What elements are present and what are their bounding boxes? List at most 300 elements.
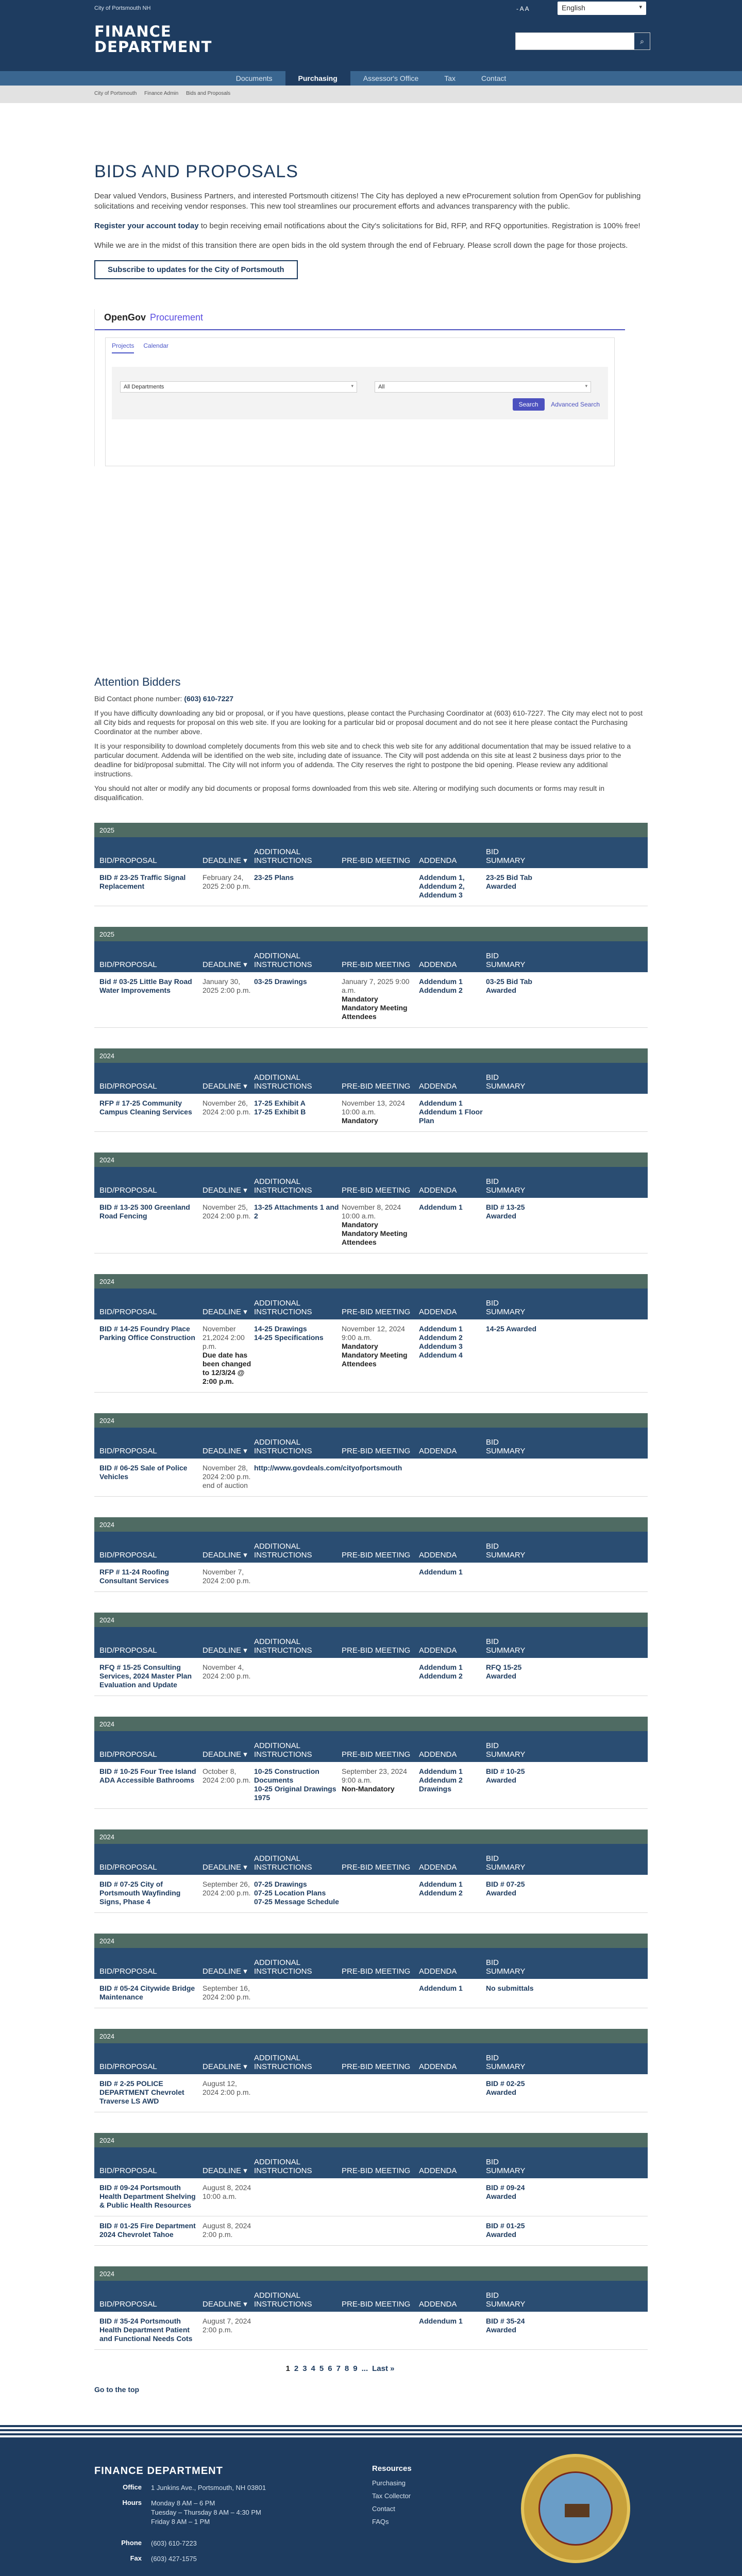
instruction-link[interactable]: 10-25 Original Drawings 1975 (254, 1785, 336, 1802)
bid-title-cell (99, 2222, 203, 2239)
nav-item[interactable]: Purchasing (285, 71, 350, 86)
year-bar: 2025 (94, 823, 648, 837)
nav-item[interactable]: Assessor's Office (363, 74, 419, 82)
bid-table (94, 823, 648, 906)
instructions-cell (254, 1568, 342, 1585)
bid-title-link[interactable]: BID # 23-25 Traffic Signal Replacement (99, 873, 186, 890)
column-header: ADDENDA (419, 1967, 457, 1976)
instruction-link[interactable]: 23-25 Plans (254, 873, 294, 882)
summary-link[interactable]: BID # 02-25 Awarded (486, 2079, 525, 2096)
chevron-down-icon: ▾ (241, 2062, 247, 2071)
search-icon[interactable]: ⌕ (634, 33, 650, 49)
language-select[interactable] (558, 2, 646, 15)
column-header[interactable]: DEADLINE ▾ (203, 2300, 247, 2309)
search-input[interactable] (515, 32, 650, 50)
column-header: BID/PROPOSAL (99, 1447, 157, 1455)
column-header: ADDENDA (419, 960, 457, 969)
year-bar: 2025 (94, 927, 648, 941)
column-header: ADDENDA (419, 1308, 457, 1316)
prebid-cell (342, 2317, 419, 2343)
table-row (94, 1198, 648, 1253)
divider (95, 329, 625, 330)
footer-fax: (603) 427-1575 (151, 2555, 197, 2563)
instructions-cell (254, 1464, 402, 1490)
year-bar: 2024 (94, 1048, 648, 1063)
year-bar: 2024 (94, 2029, 648, 2043)
instruction-link[interactable]: 07-25 Location Plans (254, 1889, 326, 1897)
page-link[interactable]: 7 (336, 2364, 341, 2373)
tab-calendar[interactable]: Calendar (143, 342, 169, 349)
deadline-cell (203, 1767, 254, 1802)
instruction-link[interactable]: 17-25 Exhibit A (254, 1099, 306, 1107)
footer-label: Office (123, 2483, 142, 2491)
tab-projects[interactable]: Projects (112, 342, 134, 353)
addendum-link[interactable]: Addendum 1 (419, 1099, 463, 1107)
instruction-link[interactable]: 03-25 Drawings (254, 977, 307, 986)
bid-title-link[interactable]: BID # 05-24 Citywide Bridge Maintenance (99, 1984, 195, 2001)
addenda-cell (419, 2317, 486, 2343)
bid-title-link[interactable]: BID # 10-25 Four Tree Island ADA Accessible Bathrooms (99, 1767, 196, 1784)
deadline-cell (203, 1464, 254, 1490)
deadline-text: February 24, 2025 2:00 p.m. (203, 873, 251, 890)
prebid-date: November 13, 2024 10:00 a.m. (342, 1099, 405, 1116)
deadline-cell (203, 1325, 254, 1386)
column-header[interactable]: DEADLINE ▾ (203, 1967, 247, 1976)
bid-title-cell (99, 977, 203, 1021)
summary-link[interactable]: RFQ 15-25 Awarded (486, 1663, 522, 1680)
table-row (94, 972, 648, 1028)
summary-link[interactable]: BID # 13-25 Awarded (486, 1203, 525, 1220)
summary-cell (486, 1099, 537, 1125)
bid-title-link[interactable]: BID # 09-24 Portsmouth Health Department Shelving & Public Health Resources (99, 2183, 196, 2209)
bid-title-cell (99, 2183, 203, 2210)
prebid-note: Mandatory (342, 1342, 378, 1350)
contact-phone[interactable]: (603) 610-7227 (184, 694, 234, 703)
column-header: BID SUMMARY (486, 1854, 526, 1872)
contact-line (94, 694, 648, 703)
deadline-text: November 28, 2024 2:00 p.m. end of auction (203, 1464, 251, 1489)
filter-box (112, 367, 608, 419)
column-header: ADDITIONAL INSTRUCTIONS (254, 1073, 312, 1091)
summary-link[interactable]: BID # 35-24 Awarded (486, 2317, 525, 2334)
addendum-link[interactable]: Addendum 1 (419, 1568, 463, 1576)
addendum-link[interactable]: Addendum 1 (419, 977, 463, 986)
bid-title-link[interactable]: BID # 13-25 300 Greenland Road Fencing (99, 1203, 190, 1220)
column-header[interactable]: DEADLINE ▾ (203, 1186, 247, 1195)
column-header[interactable]: DEADLINE ▾ (203, 1308, 247, 1316)
bid-table (94, 1934, 648, 2008)
column-header[interactable]: DEADLINE ▾ (203, 1863, 247, 1872)
instructions-cell (254, 2222, 342, 2239)
summary-link[interactable]: No submittals (486, 1984, 534, 1992)
column-header: ADDENDA (419, 1447, 457, 1455)
resource-link[interactable]: Purchasing (372, 2479, 406, 2487)
footer-hours: Tuesday – Thursday 8 AM – 4:30 PM (151, 2509, 261, 2516)
column-header: ADDENDA (419, 1082, 457, 1091)
page-link[interactable]: 2 (294, 2364, 299, 2373)
bid-title-cell (99, 1325, 203, 1386)
deadline-cell (203, 977, 254, 1021)
deadline-text: September 26, 2024 2:00 p.m. (203, 1880, 251, 1897)
column-header: BID SUMMARY (486, 1637, 526, 1655)
bid-title-cell (99, 1099, 203, 1125)
column-header: ADDITIONAL INSTRUCTIONS (254, 1542, 312, 1560)
column-header: PRE-BID MEETING (342, 1863, 411, 1872)
department-value: All Departments (124, 384, 164, 390)
logo-line2: DEPARTMENT (94, 38, 212, 56)
instructions-cell (254, 1099, 342, 1125)
table-header (94, 837, 648, 868)
seal-ship (565, 2504, 589, 2517)
footer-address: 1 Junkins Ave., Portsmouth, NH 03801 (151, 2484, 266, 2492)
bid-table (94, 1829, 648, 1913)
bid-title-cell (99, 873, 203, 900)
deadline-cell (203, 2317, 254, 2343)
year-bar: 2024 (94, 1829, 648, 1844)
prebid-cell (342, 1880, 419, 1906)
prebid-note: Mandatory (342, 1116, 378, 1125)
column-header: BID/PROPOSAL (99, 1646, 157, 1655)
footer-phone[interactable]: (603) 610-7223 (151, 2539, 197, 2547)
bid-title-link[interactable]: Bid # 03-25 Little Bay Road Water Improvements (99, 977, 192, 994)
summary-cell (486, 1325, 537, 1386)
page-link[interactable]: 6 (328, 2364, 332, 2373)
addendum-link[interactable]: Addendum 1 Floor Plan (419, 1108, 483, 1125)
intro-paragraph (94, 221, 648, 231)
column-header: BID SUMMARY (486, 1542, 526, 1560)
bid-title-cell (99, 1568, 203, 1585)
chevron-down-icon: ▾ (241, 1308, 247, 1316)
status-select[interactable] (375, 381, 591, 393)
subscribe-button[interactable]: Subscribe to updates for the City of Portsmouth (94, 260, 298, 279)
instruction-link[interactable]: 14-25 Specifications (254, 1333, 324, 1342)
addendum-link[interactable]: Addendum 1 (419, 2317, 463, 2325)
prebid-cell (342, 1099, 419, 1125)
deadline-cell (203, 2183, 254, 2210)
addendum-link[interactable]: Addendum 1 (419, 1984, 463, 1992)
summary-link[interactable]: BID # 10-25 Awarded (486, 1767, 525, 1784)
deadline-text: November 21,2024 2:00 p.m. (203, 1325, 245, 1350)
addendum-link[interactable]: Addendum 1 (419, 1325, 463, 1333)
instructions-cell (254, 2317, 342, 2343)
bid-title-cell (99, 1464, 203, 1490)
chevron-down-icon: ▾ (585, 383, 588, 388)
site-header (0, 0, 742, 71)
breadcrumb-item: Bids and Proposals (185, 91, 231, 96)
column-header: ADDENDA (419, 1646, 457, 1655)
summary-cell (486, 1880, 537, 1906)
summary-link[interactable]: 14-25 Awarded (486, 1325, 537, 1333)
instructions-cell (254, 1203, 342, 1247)
chevron-down-icon: ▾ (241, 1646, 247, 1655)
bid-title-cell (99, 2317, 203, 2343)
addenda-cell (419, 873, 486, 900)
column-header: PRE-BID MEETING (342, 960, 411, 969)
addendum-link[interactable]: Addendum 4 (419, 1351, 463, 1359)
summary-cell (486, 873, 537, 900)
instructions-cell (254, 977, 342, 1021)
page-link[interactable]: 8 (344, 2364, 349, 2373)
deadline-text: October 8, 2024 2:00 p.m. (203, 1767, 251, 1784)
bid-title-link[interactable]: BID # 2-25 POLICE DEPARTMENT Chevrolet Traverse LS AWD (99, 2079, 184, 2105)
chevron-down-icon: ▾ (241, 960, 247, 969)
register-link[interactable]: Register your account today (94, 222, 199, 230)
attention-section (94, 675, 648, 802)
year-bar: 2024 (94, 1413, 648, 1428)
column-header: PRE-BID MEETING (342, 1967, 411, 1976)
pagination (94, 2364, 648, 2373)
prebid-note[interactable]: Mandatory Meeting Attendees (342, 1351, 408, 1368)
resource-link[interactable]: FAQs (372, 2518, 389, 2526)
logo-line1: FINANCE (94, 23, 172, 40)
table-row (94, 2178, 648, 2216)
instructions-cell (254, 873, 342, 900)
last-page-link[interactable]: Last » (372, 2364, 395, 2373)
column-header: ADDITIONAL INSTRUCTIONS (254, 1299, 312, 1316)
page-link[interactable]: 5 (319, 2364, 324, 2373)
nav-item[interactable]: Contact (481, 74, 507, 82)
instruction-link[interactable]: 13-25 Attachments 1 and 2 (254, 1203, 339, 1220)
deadline-text: August 8, 2024 10:00 a.m. (203, 2183, 251, 2200)
summary-link[interactable]: 23-25 Bid Tab Awarded (486, 873, 532, 890)
seal-inner (538, 2471, 613, 2546)
deadline-cell (203, 1984, 254, 2002)
addenda-cell (419, 1880, 486, 1906)
column-header[interactable]: DEADLINE ▾ (203, 960, 247, 969)
bid-title-cell (99, 1663, 203, 1689)
summary-link[interactable]: BID # 07-25 Awarded (486, 1880, 525, 1897)
addenda-cell (419, 1464, 486, 1490)
addendum-link[interactable]: Addendum 2 Drawings (419, 1776, 463, 1793)
column-header: BID SUMMARY (486, 1741, 526, 1759)
chevron-down-icon: ▾ (351, 383, 353, 388)
column-header[interactable]: DEADLINE ▾ (203, 1750, 247, 1759)
deadline-text: September 16, 2024 2:00 p.m. (203, 1984, 251, 2001)
table-row (94, 1658, 648, 1696)
go-to-top-link[interactable]: Go to the top (94, 2385, 140, 2394)
chevron-down-icon: ▾ (241, 1082, 247, 1091)
city-seal-image (521, 2454, 630, 2563)
prebid-cell (342, 1325, 419, 1386)
year-bar: 2024 (94, 1613, 648, 1627)
column-header: BID SUMMARY (486, 1438, 526, 1455)
column-header[interactable]: DEADLINE ▾ (203, 1082, 247, 1091)
notice-paragraph: It is your responsibility to download completely documents from this web site and to check this web site for any additional documentation that may be issued relative to a particular document. Addenda will be identified on the web site, including date of issuance. The City will post addenda on this site at least 2 business days prior to the deadline for bid/proposal submittal. The City will not inform you of addenda. The City reserves the right to postpone the bid opening. Please review any additional instructions. (94, 742, 631, 778)
city-home-link[interactable]: City of Portsmouth NH (94, 5, 151, 11)
chevron-down-icon: ▾ (241, 1863, 247, 1872)
intro-paragraph: Dear valued Vendors, Business Partners, and interested Portsmouth citizens! The City has deployed a new eProcurement solution from OpenGov for publishing solicitations and receiving vendor responses. This new tool streamlines our procurement efforts and advances transparency with the public. (94, 192, 641, 211)
page-link[interactable]: 3 (302, 2364, 307, 2373)
prebid-cell (342, 1767, 419, 1802)
column-header: ADDENDA (419, 1863, 457, 1872)
column-header[interactable]: DEADLINE ▾ (203, 1646, 247, 1655)
prebid-note: Non-Mandatory (342, 1785, 395, 1793)
addendum-link[interactable]: Addendum 1, Addendum 2, Addendum 3 (419, 873, 465, 899)
page-link[interactable]: 1 (285, 2364, 290, 2373)
bid-title-link[interactable]: BID # 14-25 Foundry Place Parking Office Construction (99, 1325, 195, 1342)
font-size-control[interactable]: - A A (516, 5, 529, 12)
nav-item[interactable]: Documents (235, 74, 273, 82)
bid-title-cell (99, 2079, 203, 2106)
summary-link[interactable]: BID # 09-24 Awarded (486, 2183, 525, 2200)
deadline-text: November 26, 2024 2:00 p.m. (203, 1099, 251, 1116)
resource-link[interactable]: Contact (372, 2505, 395, 2513)
instruction-link[interactable]: 07-25 Message Schedule (254, 1897, 339, 1906)
instruction-link[interactable]: http://www.govdeals.com/cityofportsmouth (254, 1464, 402, 1472)
prebid-cell (342, 1464, 419, 1490)
contact-label: Bid Contact phone number: (94, 694, 184, 703)
bid-title-cell (99, 1767, 203, 1802)
summary-link[interactable]: 03-25 Bid Tab Awarded (486, 977, 532, 994)
addendum-link[interactable]: Addendum 1 (419, 1767, 463, 1775)
column-header[interactable]: DEADLINE ▾ (203, 1447, 247, 1455)
footer-label: Phone (121, 2539, 142, 2547)
page-link[interactable]: 9 (353, 2364, 358, 2373)
chevron-down-icon: ▾ (639, 4, 642, 10)
prebid-date: November 8, 2024 10:00 a.m. (342, 1203, 401, 1220)
table-row (94, 1094, 648, 1132)
nav-item[interactable]: Tax (444, 74, 456, 82)
deadline-note: Due date has been changed to 12/3/24 @ 2:00 p.m. (203, 1351, 251, 1385)
column-header: BID/PROPOSAL (99, 856, 157, 865)
column-header: BID SUMMARY (486, 2291, 526, 2309)
bid-title-link[interactable]: RFP # 11-24 Roofing Consultant Services (99, 1568, 170, 1585)
addenda-cell (419, 1767, 486, 1802)
instruction-link[interactable]: 14-25 Drawings (254, 1325, 307, 1333)
column-header[interactable]: DEADLINE ▾ (203, 856, 247, 865)
column-header: PRE-BID MEETING (342, 1551, 411, 1560)
addenda-cell (419, 1568, 486, 1585)
column-header: ADDITIONAL INSTRUCTIONS (254, 1438, 312, 1455)
table-header (94, 1844, 648, 1875)
addenda-cell (419, 1984, 486, 2002)
column-header: PRE-BID MEETING (342, 2062, 411, 2071)
breadcrumb-item[interactable]: City of Portsmouth (94, 91, 137, 96)
column-header[interactable]: DEADLINE ▾ (203, 1551, 247, 1560)
column-header: BID/PROPOSAL (99, 2166, 157, 2175)
bid-table (94, 1274, 648, 1393)
addendum-link[interactable]: Addendum 2 (419, 1672, 463, 1680)
addendum-link[interactable]: Addendum 1 (419, 1203, 463, 1211)
prebid-note[interactable]: Mandatory Meeting Attendees (342, 1004, 408, 1021)
bid-title-link[interactable]: RFQ # 15-25 Consulting Services, 2024 Master Plan Evaluation and Update (99, 1663, 192, 1689)
table-header (94, 2147, 648, 2178)
summary-cell (486, 2222, 537, 2239)
column-header: BID SUMMARY (486, 952, 526, 969)
prebid-note[interactable]: Mandatory Meeting Attendees (342, 1229, 408, 1246)
prebid-cell (342, 2183, 419, 2210)
column-header: ADDENDA (419, 1551, 457, 1560)
year-bar: 2024 (94, 1517, 648, 1532)
table-header (94, 2281, 648, 2312)
year-bar: 2024 (94, 1934, 648, 1948)
bid-table (94, 1413, 648, 1497)
instruction-link[interactable]: 17-25 Exhibit B (254, 1108, 306, 1116)
column-header: PRE-BID MEETING (342, 1308, 411, 1316)
deadline-cell (203, 2222, 254, 2239)
year-bar: 2024 (94, 2266, 648, 2281)
bid-title-link[interactable]: BID # 07-25 City of Portsmouth Wayfinding Signs, Phase 4 (99, 1880, 181, 1906)
instructions-cell (254, 1663, 342, 1689)
column-header: PRE-BID MEETING (342, 1082, 411, 1091)
column-header: BID SUMMARY (486, 2054, 526, 2071)
column-header: PRE-BID MEETING (342, 2300, 411, 2309)
resource-link[interactable]: Tax Collector (372, 2492, 411, 2500)
footer-hours: Monday 8 AM – 6 PM (151, 2499, 215, 2507)
site-logo[interactable] (94, 24, 212, 55)
addendum-link[interactable]: Addendum 1 (419, 1663, 463, 1671)
column-header: ADDENDA (419, 2166, 457, 2175)
breadcrumb-item[interactable]: Finance Admin (144, 91, 179, 96)
chevron-down-icon: ▾ (241, 1750, 247, 1759)
column-header[interactable]: DEADLINE ▾ (203, 2166, 247, 2175)
instruction-link[interactable]: 07-25 Drawings (254, 1880, 307, 1888)
resources-title: Resources (372, 2464, 412, 2473)
prebid-cell (342, 873, 419, 900)
opengov-logo: OpenGov (104, 312, 146, 323)
prebid-cell (342, 1203, 419, 1247)
deadline-text: August 7, 2024 2:00 p.m. (203, 2317, 251, 2334)
page-link[interactable]: 4 (311, 2364, 315, 2373)
prebid-cell (342, 1984, 419, 2002)
bid-title-link[interactable]: BID # 06-25 Sale of Police Vehicles (99, 1464, 188, 1481)
table-row (94, 2074, 648, 2112)
bid-table (94, 1613, 648, 1696)
deadline-cell (203, 1568, 254, 1585)
addendum-link[interactable]: Addendum 2 (419, 986, 463, 994)
deadline-text: August 8, 2024 2:00 p.m. (203, 2222, 251, 2239)
table-header (94, 1289, 648, 1319)
bid-title-link[interactable]: BID # 01-25 Fire Department 2024 Chevrolet Tahoe (99, 2222, 196, 2239)
bid-table (94, 927, 648, 1028)
chevron-down-icon: ▾ (241, 1551, 247, 1560)
deadline-text: August 12, 2024 2:00 p.m. (203, 2079, 251, 2096)
summary-cell (486, 1464, 537, 1490)
year-bar: 2024 (94, 1274, 648, 1289)
footer-label: Hours (122, 2499, 142, 2506)
column-header[interactable]: DEADLINE ▾ (203, 2062, 247, 2071)
notice-paragraph: If you have difficulty downloading any bid or proposal, or if you have questions, please contact the Purchasing Coordinator at (603) 610-7227. The City may elect not to post all City bids and requests for proposal on this web site. If you are looking for a particular bid or proposal document and do not see it here please contact the Purchasing Coordinator at the number above. (94, 709, 643, 736)
bid-title-link[interactable]: RFP # 17-25 Community Campus Cleaning Services (99, 1099, 192, 1116)
advanced-search-link[interactable]: Advanced Search (551, 401, 600, 408)
portal-search-button[interactable]: Search (513, 398, 545, 411)
summary-link[interactable]: BID # 01-25 Awarded (486, 2222, 525, 2239)
column-header: BID/PROPOSAL (99, 1863, 157, 1872)
column-header: ADDENDA (419, 2062, 457, 2071)
prebid-date: January 7, 2025 9:00 a.m. (342, 977, 410, 994)
bid-table (94, 2029, 648, 2112)
site-footer (0, 2439, 742, 2576)
addendum-link[interactable]: Addendum 3 (419, 1342, 463, 1350)
column-header: ADDENDA (419, 1750, 457, 1759)
bid-title-link[interactable]: BID # 35-24 Portsmouth Health Department Patient and Functional Needs Cots (99, 2317, 193, 2343)
addendum-link[interactable]: Addendum 1 (419, 1880, 463, 1888)
column-header: ADDITIONAL INSTRUCTIONS (254, 2158, 312, 2175)
column-header: BID SUMMARY (486, 848, 526, 865)
addendum-link[interactable]: Addendum 2 (419, 1889, 463, 1897)
page-ellipsis: ... (361, 2364, 368, 2373)
table-header (94, 1532, 648, 1563)
addendum-link[interactable]: Addendum 2 (419, 1333, 463, 1342)
summary-cell (486, 1984, 537, 2002)
footer-hours: Friday 8 AM – 1 PM (151, 2518, 210, 2526)
instruction-link[interactable]: 10-25 Construction Documents (254, 1767, 319, 1784)
column-header: BID/PROPOSAL (99, 1308, 157, 1316)
portal-brand (95, 309, 625, 326)
chevron-down-icon: ▾ (241, 1186, 247, 1195)
department-select[interactable] (120, 381, 357, 393)
instructions-cell (254, 1767, 342, 1802)
